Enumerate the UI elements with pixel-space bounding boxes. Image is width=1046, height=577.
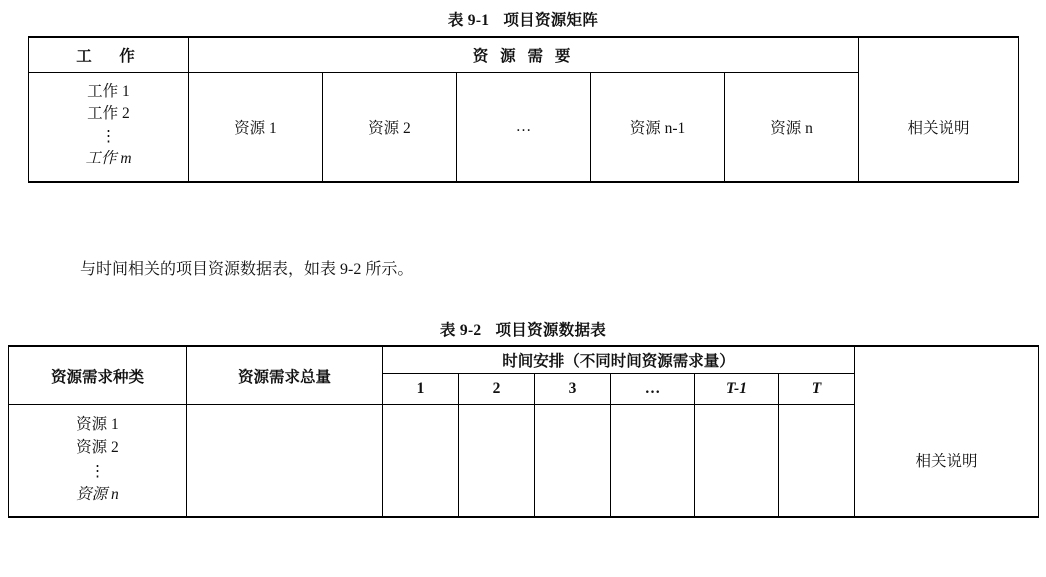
- table2-resource-item: 资源 1: [76, 416, 119, 433]
- table2-value-cell: [611, 405, 695, 518]
- table1-work-item: ⋮: [100, 127, 117, 145]
- table-project-resource-matrix: [28, 36, 1018, 183]
- table1-work-item: 工作 m: [85, 150, 132, 168]
- table2-caption: [0, 318, 1046, 340]
- table2-header-total: 资源需求总量: [187, 346, 383, 405]
- table1-header-resource-need: 资 源 需 要: [189, 37, 859, 73]
- table2-caption-number: 表 9-2: [439, 322, 482, 339]
- table2-header-remark-spacer: [855, 346, 1039, 374]
- table1-header-work: 工 作: [29, 37, 189, 73]
- table2-resource-list-cell: [9, 405, 187, 518]
- table2-resource-item: ⋮: [89, 462, 106, 480]
- table1-resource-col: 资源 n: [725, 73, 859, 182]
- table2-body-row: [9, 405, 1039, 518]
- table2-resource-item: 资源 n: [76, 485, 119, 503]
- table2-header-remark-spacer2: [855, 374, 1039, 405]
- table2-time-col: 2: [459, 374, 535, 405]
- table1-caption: [0, 8, 1046, 30]
- body-paragraph: [48, 257, 998, 283]
- table2-time-col: 1: [383, 374, 459, 405]
- table2-value-cell: [779, 405, 855, 518]
- table2-value-cell: [695, 405, 779, 518]
- table1-remark-cell: 相关说明: [859, 73, 1019, 182]
- table2-total-cell: [187, 405, 383, 518]
- table2-header-schedule: 时间安排（不同时间资源需求量）: [383, 346, 855, 374]
- table1-body-row: [29, 73, 1019, 182]
- table2-caption-title: 项目资源数据表: [495, 322, 607, 339]
- table2-value-cell: [535, 405, 611, 518]
- table1-header-remark-spacer: [859, 37, 1019, 73]
- table1-resource-col: 资源 1: [189, 73, 323, 182]
- table2-value-cell: [383, 405, 459, 518]
- table1-work-item: 工作 2: [87, 105, 130, 123]
- table2-value-cell: [459, 405, 535, 518]
- table1-caption-title: 项目资源矩阵: [503, 12, 599, 29]
- table2-time-col: T: [779, 374, 855, 405]
- table1-resource-col: 资源 n-1: [591, 73, 725, 182]
- table2-resource-item: 资源 2: [76, 439, 119, 457]
- table1-work-item: 工作 1: [87, 83, 130, 100]
- table1-work-list-cell: [29, 73, 189, 182]
- table-project-resource-data: [8, 345, 1038, 518]
- table2-time-col: …: [611, 374, 695, 405]
- table1-header-row: [29, 37, 1019, 73]
- paragraph-text: 与时间相关的项目资源数据表，如表 9-2 所示。: [80, 261, 414, 278]
- table2-header-type: 资源需求种类: [9, 346, 187, 405]
- table2-remark-cell: 相关说明: [855, 405, 1039, 518]
- table1-resource-col: …: [457, 73, 591, 182]
- table1-work-list: [33, 75, 184, 179]
- table2-header-row-1: [9, 346, 1039, 374]
- table2-resource-list: [13, 407, 182, 514]
- table1-caption-number: 表 9-1: [447, 12, 490, 29]
- table1-resource-col: 资源 2: [323, 73, 457, 182]
- table1: [28, 36, 1019, 183]
- table2-time-col: T-1: [695, 374, 779, 405]
- table2: [8, 345, 1039, 518]
- table2-time-col: 3: [535, 374, 611, 405]
